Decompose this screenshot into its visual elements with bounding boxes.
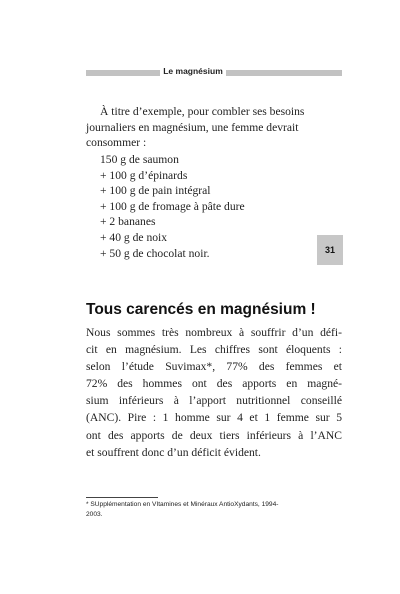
header-rule-right [226,70,342,76]
list-item: + 100 g de pain intégral [100,184,211,198]
footnote [86,500,316,520]
page-number-tab [317,235,343,265]
footnote-line: * SUpplémentation en VItamines et Minéraux AntioXydants, 1994- [86,501,279,508]
list-item: + 100 g de fromage à pâte dure [100,199,245,213]
intro-line: journaliers en magnésium, une femme devrait [86,120,299,134]
body-paragraph [86,324,342,461]
page-number: 31 [324,245,335,255]
body-line: (ANC). Pire : 1 homme sur 4 et 1 femme sur 5 [86,411,342,425]
body-line: Nous sommes très nombreux à souffrir d’un défi- [86,326,342,339]
footnote-rule [86,497,158,498]
body-line: sium inférieurs à l’apport nutritionnel conseillé [86,394,342,408]
body-line: 72% des hommes ont des apports en magné- [86,377,342,391]
intro-line: À titre d’exemple, pour combler ses besoins [100,105,305,118]
body-line: et souffrent donc d’un déficit évident. [86,445,261,459]
header-rule-left [86,70,160,76]
section-heading: Tous carencés en magnésium ! [86,301,316,318]
list-item: + 40 g de noix [100,230,168,244]
intro-paragraph [86,104,341,151]
list-item: 150 g de saumon [100,153,179,166]
list-item: + 2 bananes [100,215,156,229]
food-list [100,152,245,261]
list-item: + 100 g d’épinards [100,168,188,182]
intro-line: consommer : [86,136,147,150]
list-item: + 50 g de chocolat noir. [100,246,210,260]
running-header-title: Le magnésium [163,66,223,76]
footnote-line: 2003. [86,511,103,518]
body-line: cit en magnésium. Les chiffres sont éloquents : [86,343,342,357]
body-line: selon l’étude Suvimax*, 77% des femmes et [86,360,342,374]
body-line: ont des apports de deux tiers inférieurs à l’ANC [86,428,342,442]
